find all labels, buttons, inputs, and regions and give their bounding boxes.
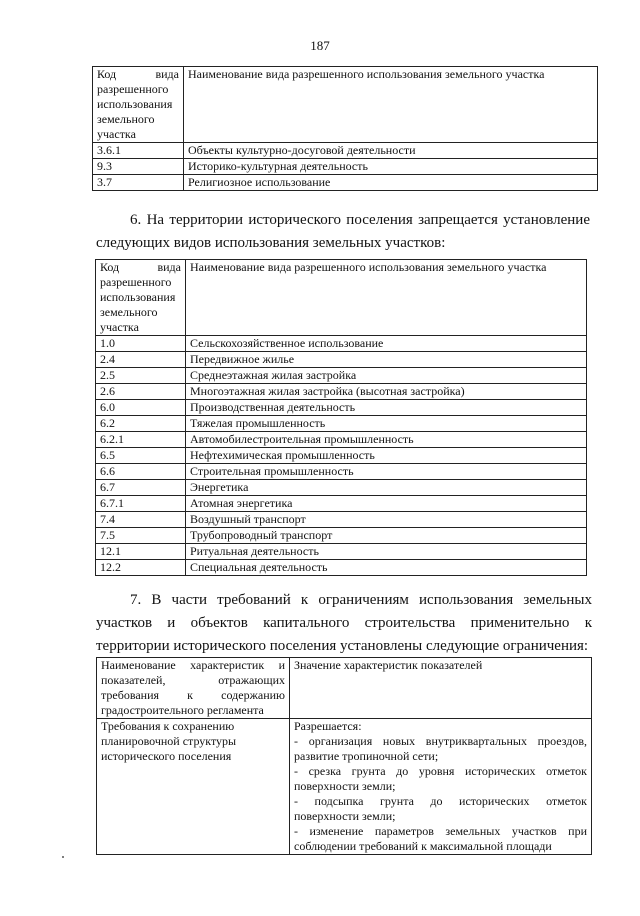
name-header: Наименование вида разрешенного использования земельного участка	[186, 260, 587, 336]
code-header-word2: вида	[157, 260, 181, 274]
use-code: 6.2	[96, 416, 186, 432]
value-item: - подсыпка грунта до исторических отметок поверхности земли;	[294, 794, 587, 823]
table-row	[96, 496, 587, 512]
use-name: Производственная деятельность	[186, 400, 587, 416]
code-header-line: участка	[100, 320, 139, 334]
use-code: 6.6	[96, 464, 186, 480]
table-row	[93, 175, 598, 191]
use-code: 12.2	[96, 560, 186, 576]
code-header	[93, 67, 184, 143]
use-code: 6.7	[96, 480, 186, 496]
code-header-word1: Код	[100, 260, 120, 274]
use-code: 6.0	[96, 400, 186, 416]
restrictions-table	[96, 657, 592, 855]
use-name: Историко-культурная деятельность	[184, 159, 598, 175]
table-header-row	[97, 658, 592, 719]
prohibited-use-table	[95, 259, 587, 576]
use-name: Строительная промышленность	[186, 464, 587, 480]
use-name: Среднеэтажная жилая застройка	[186, 368, 587, 384]
table-row	[96, 416, 587, 432]
paragraph-7: 7. В части требований к ограничениям использования земельных участков и объектов капитального строительства применительно к территории исторического поселения установлены следующие ограничения:	[96, 592, 592, 654]
value-item: - организация новых внутриквартальных проездов, развитие тропиночной сети;	[294, 734, 587, 763]
use-name: Воздушный транспорт	[186, 512, 587, 528]
table-row	[96, 448, 587, 464]
code-header-line: земельного	[97, 112, 155, 126]
value-item: - срезка грунта до уровня исторических отметок поверхности земли;	[294, 764, 587, 793]
use-code: 12.1	[96, 544, 186, 560]
table-row	[96, 512, 587, 528]
page-number: 187	[310, 38, 330, 53]
code-header-line: использования	[100, 290, 176, 304]
characteristic-name: Требования к сохранению планировочной структуры исторического поселения	[97, 719, 290, 855]
code-header-line: разрешенного	[100, 275, 172, 289]
scan-speck	[62, 856, 64, 858]
table-row	[96, 432, 587, 448]
code-header-line: использования	[97, 97, 173, 111]
use-name: Трубопроводный транспорт	[186, 528, 587, 544]
use-code: 1.0	[96, 336, 186, 352]
use-code: 7.4	[96, 512, 186, 528]
table-row	[96, 352, 587, 368]
use-code: 3.6.1	[93, 143, 184, 159]
table-header-row	[93, 67, 598, 143]
table-row	[96, 384, 587, 400]
use-name: Многоэтажная жилая застройка (высотная застройка)	[186, 384, 587, 400]
code-header-word1: Код	[97, 67, 117, 81]
code-header-line: земельного	[100, 305, 158, 319]
use-name: Ритуальная деятельность	[186, 544, 587, 560]
table-row	[96, 368, 587, 384]
use-name: Сельскохозяйственное использование	[186, 336, 587, 352]
use-name: Передвижное жилье	[186, 352, 587, 368]
table-row	[96, 464, 587, 480]
use-code: 2.6	[96, 384, 186, 400]
characteristic-header: Наименование характеристик и показателей, отражающих требования к содержанию градостроительного регламента	[97, 658, 290, 719]
use-code: 3.7	[93, 175, 184, 191]
use-name: Тяжелая промышленность	[186, 416, 587, 432]
code-header-line: разрешенного	[97, 82, 169, 96]
use-name: Автомобилестроительная промышленность	[186, 432, 587, 448]
use-name: Нефтехимическая промышленность	[186, 448, 587, 464]
use-name: Энергетика	[186, 480, 587, 496]
table-header-row	[96, 260, 587, 336]
code-header-word2: вида	[155, 67, 179, 81]
use-code: 9.3	[93, 159, 184, 175]
value-intro: Разрешается:	[294, 719, 362, 733]
use-code: 6.5	[96, 448, 186, 464]
permitted-use-table	[92, 66, 598, 191]
use-code: 6.2.1	[96, 432, 186, 448]
table-row	[96, 528, 587, 544]
table-row	[93, 159, 598, 175]
table-row	[96, 480, 587, 496]
table-row	[96, 544, 587, 560]
use-code: 7.5	[96, 528, 186, 544]
use-name: Религиозное использование	[184, 175, 598, 191]
use-code: 2.4	[96, 352, 186, 368]
table-row	[96, 560, 587, 576]
name-header: Наименование вида разрешенного использования земельного участка	[184, 67, 598, 143]
paragraph-6: 6. На территории исторического поселения запрещается установление следующих видов использования земельных участков:	[96, 212, 590, 251]
use-code: 6.7.1	[96, 496, 186, 512]
value-item: - изменение параметров земельных участков при соблюдении требований к максимальной площади	[294, 824, 587, 853]
table-row	[96, 336, 587, 352]
use-code: 2.5	[96, 368, 186, 384]
table-row	[96, 400, 587, 416]
use-name: Специальная деятельность	[186, 560, 587, 576]
table-row	[93, 143, 598, 159]
value-header: Значение характеристик показателей	[290, 658, 592, 719]
characteristic-value	[290, 719, 592, 855]
table-row	[97, 719, 592, 855]
code-header-line: участка	[97, 127, 136, 141]
use-name: Объекты культурно-досуговой деятельности	[184, 143, 598, 159]
use-name: Атомная энергетика	[186, 496, 587, 512]
code-header	[96, 260, 186, 336]
